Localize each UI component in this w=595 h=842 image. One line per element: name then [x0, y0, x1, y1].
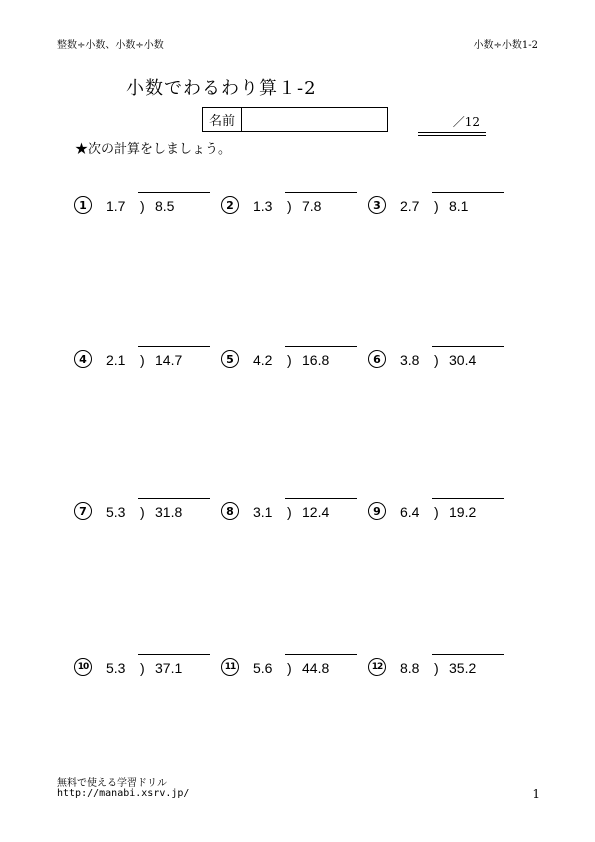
division-bracket: ) — [140, 198, 145, 214]
dividend: 35.2 — [449, 660, 477, 676]
name-input-area — [242, 108, 387, 131]
problem-number-badge: 7 — [74, 502, 92, 520]
dividend: 44.8 — [302, 660, 330, 676]
problem-item — [221, 654, 371, 690]
division-bar — [138, 654, 210, 655]
divisor: 5.3 — [106, 660, 126, 676]
problem-number-badge: 3 — [368, 196, 386, 214]
divisor: 2.1 — [106, 352, 126, 368]
footer-url: http://manabi.xsrv.jp/ — [57, 788, 190, 799]
problem-item — [368, 346, 518, 382]
problem-number-badge: 2 — [221, 196, 239, 214]
divisor: 8.8 — [400, 660, 420, 676]
problem-number-badge: 8 — [221, 502, 239, 520]
instruction-text: ★次の計算をしましょう。 — [75, 142, 232, 157]
problem-item — [74, 498, 224, 534]
problem-item — [368, 498, 518, 534]
score-underline — [418, 132, 486, 133]
divisor: 5.6 — [253, 660, 273, 676]
name-field — [202, 107, 388, 132]
division-bar — [432, 192, 504, 193]
score-total: ／12 — [452, 115, 480, 129]
score-area — [418, 113, 486, 133]
problem-number-badge: 5 — [221, 350, 239, 368]
dividend: 8.5 — [155, 198, 175, 214]
problem-item — [368, 654, 518, 690]
division-bar — [285, 346, 357, 347]
divisor: 1.7 — [106, 198, 126, 214]
header-category: 整数÷小数、小数÷小数 — [57, 40, 164, 51]
problem-number-badge: 6 — [368, 350, 386, 368]
divisor: 3.8 — [400, 352, 420, 368]
dividend: 7.8 — [302, 198, 322, 214]
division-bar — [138, 346, 210, 347]
problem-number-badge: 9 — [368, 502, 386, 520]
division-bar — [138, 498, 210, 499]
worksheet-title: 小数でわるわり算１-2 — [126, 78, 317, 99]
problem-number-badge: 4 — [74, 350, 92, 368]
divisor: 6.4 — [400, 504, 420, 520]
footer-tagline: 無料で使える学習ドリル — [57, 778, 167, 789]
division-bracket: ) — [434, 352, 439, 368]
division-bar — [285, 192, 357, 193]
dividend: 37.1 — [155, 660, 183, 676]
division-bracket: ) — [287, 504, 292, 520]
problem-item — [221, 192, 371, 228]
problem-item — [74, 654, 224, 690]
divisor: 2.7 — [400, 198, 420, 214]
dividend: 16.8 — [302, 352, 330, 368]
division-bar — [432, 654, 504, 655]
divisor: 1.3 — [253, 198, 273, 214]
division-bracket: ) — [140, 660, 145, 676]
dividend: 8.1 — [449, 198, 469, 214]
problem-number-badge: 11 — [221, 658, 239, 676]
division-bar — [432, 346, 504, 347]
divisor: 4.2 — [253, 352, 273, 368]
dividend: 31.8 — [155, 504, 183, 520]
problem-number-badge: 12 — [368, 658, 386, 676]
division-bracket: ) — [434, 660, 439, 676]
division-bracket: ) — [434, 198, 439, 214]
divisor: 3.1 — [253, 504, 273, 520]
dividend: 30.4 — [449, 352, 477, 368]
problem-number-badge: 1 — [74, 196, 92, 214]
division-bracket: ) — [140, 504, 145, 520]
problem-item — [368, 192, 518, 228]
division-bracket: ) — [287, 352, 292, 368]
division-bracket: ) — [434, 504, 439, 520]
dividend: 19.2 — [449, 504, 477, 520]
problem-item — [74, 346, 224, 382]
dividend: 14.7 — [155, 352, 183, 368]
division-bar — [285, 498, 357, 499]
problem-item — [74, 192, 224, 228]
division-bar — [432, 498, 504, 499]
division-bar — [285, 654, 357, 655]
problem-item — [221, 498, 371, 534]
division-bracket: ) — [287, 660, 292, 676]
division-bracket: ) — [287, 198, 292, 214]
problem-number-badge: 10 — [74, 658, 92, 676]
division-bar — [138, 192, 210, 193]
name-label: 名前 — [203, 108, 242, 131]
divisor: 5.3 — [106, 504, 126, 520]
problem-item — [221, 346, 371, 382]
dividend: 12.4 — [302, 504, 330, 520]
page-number: 1 — [532, 787, 540, 801]
division-bracket: ) — [140, 352, 145, 368]
header-sheet-id: 小数÷小数1-2 — [473, 40, 538, 51]
score-underline-double — [418, 135, 486, 136]
